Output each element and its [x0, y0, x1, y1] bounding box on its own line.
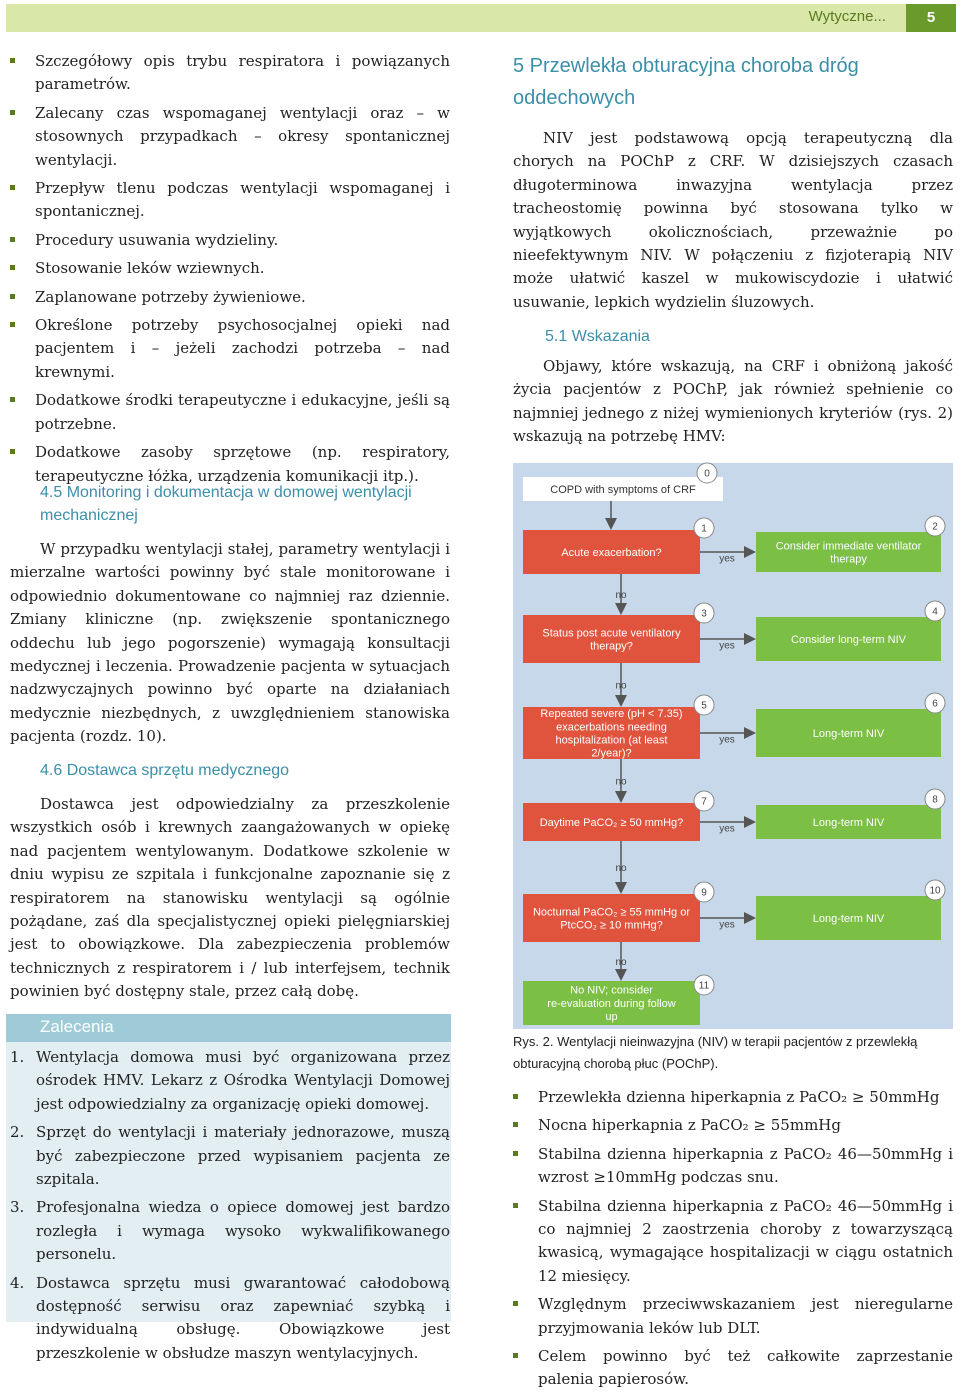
list-item: Przewlekła dzienna hiperkapnia z PaCO₂ ≥ 50mmHg	[513, 1086, 953, 1109]
step-number: 1	[701, 523, 707, 535]
bullet-icon	[10, 237, 15, 242]
section-5	[513, 50, 953, 314]
recommendation-item: 2. Sprzęt do wentylacji i materiały jednorazowe, muszą być zabezpieczone przed wypisaniem pacjenta ze szpitala.	[10, 1123, 450, 1189]
right-bullet-list	[513, 1086, 953, 1397]
section-5-1-text: Objawy, które wskazują, na CRF i obniżoną jakość życia pacjentów z POChP, jak również spełnienie co najmniej jednego z niżej wymienionych kryteriów (rys. 2) wskazują na potrzebę HMV:	[513, 357, 953, 446]
list-item: Dodatkowe środki terapeutyczne i edukacyjne, jeśli są potrzebne.	[10, 389, 450, 436]
bullet-icon	[10, 294, 15, 299]
list-item: Szczegółowy opis trybu respiratora i powiązanych parametrów.	[10, 50, 450, 97]
start-label: COPD with symptoms of CRF	[550, 483, 696, 496]
list-item: Celem powinno być też całkowite zaprzestanie palenia papierosów.	[513, 1345, 953, 1392]
no-label: no	[615, 590, 627, 601]
no-label: no	[615, 680, 627, 692]
bullet-icon	[513, 1094, 518, 1099]
step-number: 6	[932, 698, 938, 710]
section-5-1-title: 5.1 Wskazania	[545, 328, 650, 345]
step-number: 2	[932, 521, 938, 533]
no-label: no	[615, 957, 627, 968]
list-item: Dodatkowe zasoby sprzętowe (np. respiratory, terapeutyczne łóżka, urządzenia komunikacji itp.).	[10, 441, 450, 488]
section-5-text: NIV jest podstawową opcją terapeutyczną dla chorych na POChP z CRF. W dzisiejszych czasach długoterminowa inwazyjna wentylacja przez tracheostomię powinna być stosowana tylko w wyjątkowych okolicznościach, przeważnie po nieefektywnym NIV. W połączeniu z fizjoterapią NIV może ułatwić kaszel w mukowiscydozie i ułatwić usuwanie, lepkich wydzielin śluzowych.	[513, 129, 953, 311]
decision-label: Nocturnal PaCO₂ ≥ 55 mmHg or PtcCO₂ ≥ 10 mmHg?	[532, 906, 691, 932]
flowchart-svg	[513, 463, 953, 1029]
bullet-icon	[10, 397, 15, 402]
recommendation-item: 3. Profesjonalna wiedza o opiece domowej jest bardzo rozległa i wymaga wysoko wykwalifikowanego personelu.	[10, 1198, 450, 1264]
list-item: Nocna hiperkapnia z PaCO₂ ≥ 55mmHg	[513, 1114, 953, 1137]
section-4-5-text: W przypadku wentylacji stałej, parametry wentylacji i mierzalne wartości powinny być stale monitorowane i odpowiednio dokumentowane co najmniej raz dziennie. Zmiany kliniczne (np. zwiększenie spontanicznego oddechu lub jego pogorszenie) wymagają konsultacji medycznej i leczenia. Prowadzenie pacjenta w sytuacjach nadzwyczajnych powinno być oparte na działaniach medycznie niezbędnych, z uwzględnieniem stanowiska pacjenta (rozdz. 10).	[10, 540, 450, 746]
list-item: Określone potrzeby psychosocjalnej opieki nad pacjentem i – jeżeli zachodzi potrzeba – nad krewnymi.	[10, 314, 450, 384]
section-4-5-title: 4.5 Monitoring i dokumentacja w domowej wentylacji mechanicznej	[40, 484, 412, 524]
step-number: 10	[929, 885, 941, 897]
recommendations-title: Zalecenia	[40, 1017, 114, 1036]
page-number: 5	[906, 4, 956, 32]
no-label: no	[615, 776, 627, 788]
yes-label: yes	[719, 919, 735, 931]
step-number: 9	[701, 887, 707, 899]
no-label: no	[615, 863, 627, 874]
bullet-icon	[10, 185, 15, 190]
list-item: Stabilna dzienna hiperkapnia z PaCO₂ 46—50mmHg i wzrost ≥10mmHg podczas snu.	[513, 1143, 953, 1190]
step-number: 11	[698, 980, 710, 992]
list-item: Procedury usuwania wydzieliny.	[10, 229, 450, 252]
section-4-6	[10, 759, 450, 1004]
bullet-icon	[513, 1151, 518, 1156]
bullet-icon	[513, 1203, 518, 1208]
yes-label: yes	[719, 640, 735, 652]
bullet-icon	[10, 322, 15, 327]
outcome-label: Long-term NIV	[812, 816, 885, 829]
decision-label: Acute exacerbation?	[561, 546, 662, 559]
step-number: 4	[932, 606, 938, 618]
left-bullet-list	[10, 50, 450, 493]
step-number: 0	[704, 468, 710, 480]
list-item: Stabilna dzienna hiperkapnia z PaCO₂ 46—50mmHg i co najmniej 2 zaostrzenia choroby z towarzyszącą kwasicą, wymagające hospitalizacji w ciągu ostatnich 12 miesięcy.	[513, 1195, 953, 1289]
list-item: Zalecany czas wspomaganej wentylacji oraz – w stosownych przypadkach – okresy spontanicznej wentylacji.	[10, 102, 450, 172]
list-item: Stosowanie leków wziewnych.	[10, 257, 450, 280]
list-item: Przepływ tlenu podczas wentylacji wspomaganej i spontanicznej.	[10, 177, 450, 224]
bullet-icon	[10, 265, 15, 270]
yes-label: yes	[719, 553, 735, 565]
decision-label: Status post acute ventilatory therapy?	[542, 627, 681, 653]
outcome-label: Long-term NIV	[812, 727, 885, 740]
section-4-5	[10, 481, 450, 749]
decision-label: Repeated severe (pH < 7.35) exacerbations needing hospitalization (at least 2/year)?	[540, 708, 683, 760]
bullet-icon	[10, 110, 15, 115]
figure-caption-text: Rys. 2. Wentylacji nieinwazyjna (NIV) w terapii pacjentów z przewlekłą obturacyjną chorobą płuc (POChP).	[513, 1034, 918, 1071]
recommendations-list	[10, 1046, 450, 1370]
figure-caption	[513, 1031, 953, 1075]
copd-flowchart	[513, 463, 953, 1029]
yes-label: yes	[719, 734, 735, 746]
section-4-6-title: 4.6 Dostawca sprzętu medycznego	[40, 762, 290, 779]
step-number: 5	[701, 700, 707, 712]
bullet-icon	[10, 449, 15, 454]
end-label: No NIV; consider re-evaluation during follow up	[547, 984, 676, 1024]
bullet-icon	[513, 1301, 518, 1306]
section-4-6-text: Dostawca jest odpowiedzialny za przeszkolenie wszystkich osób i krewnych zaangażowanych w opiekę nad pacjentem wentylowanym. Dodatkowe szkolenie w dniu wypisu ze szpitala i funkcjonalne zapoznanie się z respiratorem na stanowisku wentylacji są ogólnie pożądane, zaś dla specjalistycznej opieki pielęgniarskiej jest to obowiązkowe. Dla zabezpieczenia problemów technicznych z respiratorem i / lub interfejsem, technik powinien być dostępny stale, przez całą dobę.	[10, 795, 450, 1001]
running-title: Wytyczne...	[808, 8, 886, 25]
list-item: Względnym przeciwwskazaniem jest nieregularne przyjmowania leków lub DLT.	[513, 1293, 953, 1340]
step-number: 3	[701, 608, 707, 620]
bullet-icon	[10, 58, 15, 63]
step-number: 7	[701, 796, 707, 808]
outcome-label: Long-term NIV	[812, 912, 885, 925]
decision-label: Daytime PaCO₂ ≥ 50 mmHg?	[539, 816, 684, 829]
outcome-label: Consider immediate ventilator therapy	[775, 540, 922, 566]
section-5-title: 5 Przewlekła obturacyjna choroba dróg oddechowych	[513, 55, 859, 109]
recommendation-item: 1. Wentylacja domowa musi być organizowana przez ośrodek HMV. Lekarz z Ośrodka Wentylacji Domowej jest odpowiedzialny za organizację opieki domowej.	[10, 1048, 450, 1113]
section-5-1	[513, 325, 953, 449]
bullet-icon	[513, 1122, 518, 1127]
flowchart-nodes	[523, 463, 945, 1025]
yes-label: yes	[719, 823, 735, 835]
step-number: 8	[932, 794, 938, 806]
outcome-label: Consider long-term NIV	[791, 633, 906, 646]
list-item: Zaplanowane potrzeby żywieniowe.	[10, 286, 450, 309]
page-header	[6, 4, 956, 32]
bullet-icon	[513, 1353, 518, 1358]
recommendation-item: 4. Dostawca sprzętu musi gwarantować całodobową dostępność serwisu oraz zapewniać szybką i indywidualną obsługę. Obowiązkowe jest przeszkolenie w obsłudze maszyn wentylacyjnych.	[10, 1273, 450, 1362]
